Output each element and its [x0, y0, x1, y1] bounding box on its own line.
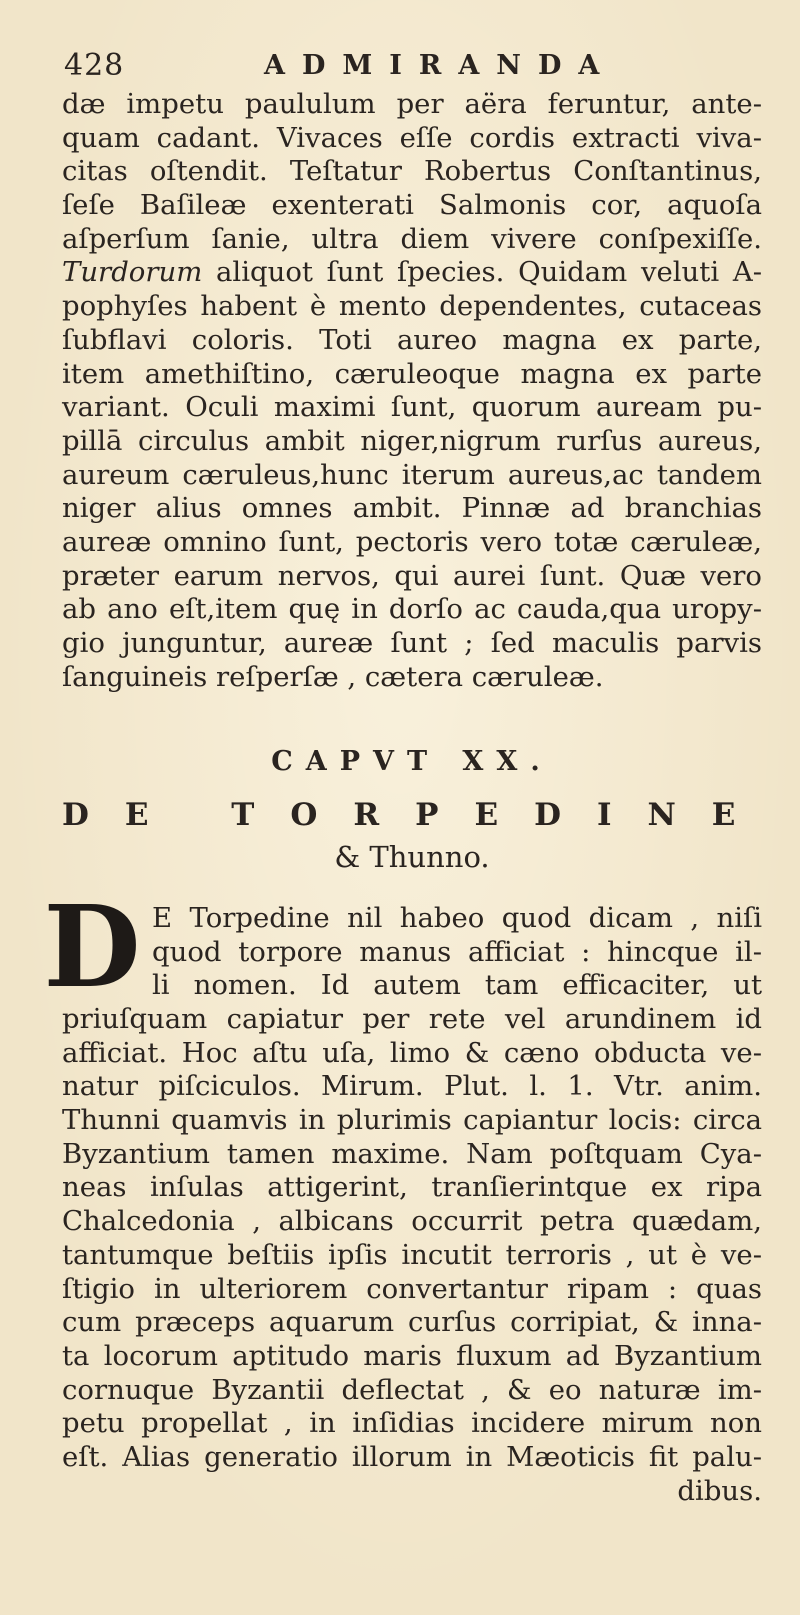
chapter-subtitle: & Thunno. [334, 840, 490, 874]
text-line [152, 902, 762, 936]
italic-term: Turdorum [62, 256, 203, 289]
text-span: aliquot ſunt ſpecies. Quidam veluti A- [216, 256, 762, 289]
text-line: item amethiſtino, cæruleoque magna ex parte [62, 357, 762, 390]
text-line: priuſquam capiatur per rete vel arundinem id [62, 1003, 762, 1035]
text-line: aſperſum ſanie, ultra diem vivere conſpexiſſe. [62, 222, 762, 255]
text-line: præter earum nervos, qui aurei ſunt. Quæ vero [62, 559, 762, 592]
text-line: aureum cæruleus,hunc iterum aureus,ac tandem [62, 458, 762, 491]
text-line: ſanguineis reſperſæ , cætera cæruleæ. [62, 660, 604, 693]
text-line: pillā circulus ambit niger,nigrum rurſus aureus, [62, 424, 762, 457]
text-line: cum præceps aquarum curſus corripiat, & inna- [62, 1306, 762, 1339]
text-line: eſt. Alias generatio illorum in Mæoticis fit palu- [62, 1440, 762, 1473]
text-line: niger alius omnes ambit. Pinnæ ad branchias [62, 492, 762, 525]
text-line [62, 256, 762, 290]
text-span: E Torpedine nil habeo quod dicam , niſi [152, 902, 762, 934]
text-line: petu propellat , in inſidias incidere mirum non [62, 1407, 762, 1440]
text-line: afficiat. Hoc aſtu uſa, limo & cæno obducta ve- [62, 1036, 762, 1069]
text-line: li nomen. Id autem tam efficaciter, ut [152, 969, 762, 1002]
text-line: dibus. [677, 1474, 762, 1507]
chapter-number: CAPVT XX. [271, 746, 553, 777]
text-line: quod torpore manus afficiat : hincque il- [152, 935, 762, 968]
text-line: pophyſes habent è mento dependentes, cutaceas [62, 290, 762, 323]
text-line: cornuque Byzantii deflectat , & eo naturæ im- [62, 1373, 762, 1406]
text-line: ſtigio in ulteriorem convertantur ripam : quas [62, 1272, 762, 1305]
text-line: ta locorum aptitudo maris fluxum ad Byzantium [62, 1339, 762, 1372]
paragraph-torpedo-intro [62, 902, 762, 1003]
text-line: citas oſtendit. Teſtatur Robertus Conſtantinus, [62, 155, 762, 188]
running-head [64, 48, 764, 88]
running-title: ADMIRANDA [264, 50, 617, 81]
chapter-title: DE TORPEDINE [62, 797, 772, 833]
paragraph-torpedo-thunno [62, 1003, 762, 1508]
text-line: ſubflavi coloris. Toti aureo magna ex parte, [62, 323, 762, 356]
text-line: Thunni quamvis in plurimis capiantur locis: circa [62, 1104, 762, 1137]
text-line: variant. Oculi maximi ſunt, quorum auream pu- [62, 391, 762, 424]
text-line: neas inſulas attigerint, tranſierintque ex ripa [62, 1171, 762, 1204]
text-line: Byzantium tamen maxime. Nam poſtquam Cya- [62, 1137, 762, 1170]
text-line: Chalcedonia , albicans occurrit petra quædam, [62, 1205, 762, 1238]
drop-cap: D [43, 882, 141, 1013]
text-line: quam cadant. Vivaces eſſe cordis extracti viva- [62, 121, 762, 154]
text-line: ſeſe Baſileæ exenterati Salmonis cor, aquoſa [62, 189, 762, 222]
text-line: tantumque beſtiis ipſis incutit terroris , ut è ve- [62, 1238, 762, 1271]
text-line: gio junguntur, aureæ ſunt ; ſed maculis parvis [62, 627, 762, 659]
text-line: natur piſciculos. Mirum. Plut. l. 1. Vtr. anim. [62, 1070, 762, 1103]
paragraph-turdorum [62, 88, 762, 694]
text-line: aureæ omnino ſunt, pectoris vero totæ cæruleæ, [62, 525, 762, 558]
text-line: dæ impetu paululum per aëra feruntur, ante- [62, 88, 762, 120]
page-number: 428 [64, 48, 125, 83]
text-line: ab ano eſt,item quę in dorſo ac cauda,qua uropy- [62, 593, 762, 626]
